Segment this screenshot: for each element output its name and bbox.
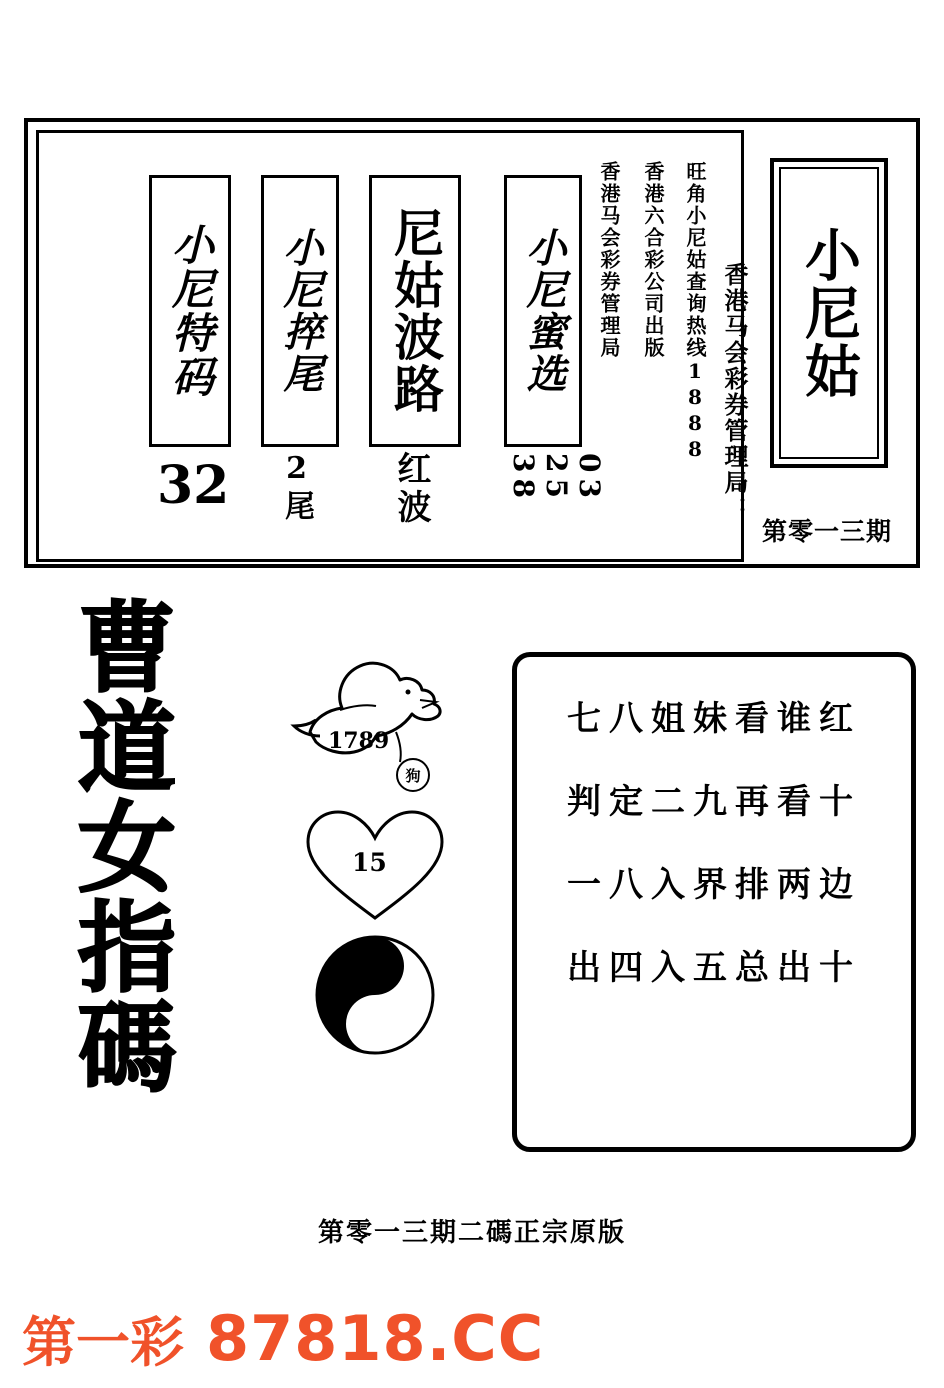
box-bo-lu-label: 尼姑波路: [386, 207, 445, 415]
big-title-char-3: 女: [77, 791, 176, 906]
heart-graphic: [280, 800, 470, 930]
box-te-ma-value: 32: [157, 455, 230, 516]
dove-number: 1789: [328, 728, 390, 754]
verse-line-4: 出四入五总出十: [567, 948, 861, 988]
footer-watermark: [22, 1300, 544, 1377]
verse-line-3: 一八入界排两边: [567, 865, 861, 905]
dove-icon: [280, 640, 470, 800]
inner-frame: [36, 130, 749, 562]
heart-number: 15: [352, 848, 387, 877]
caption-text: 第零一三期二碼正宗原版: [317, 1218, 626, 1248]
box-cui-wei: [261, 175, 339, 447]
box-te-ma: [149, 175, 231, 447]
box-mi-xuan-label: 小尼蜜选: [520, 227, 567, 395]
box-cui-wei-label: 小尼捽尾: [277, 227, 324, 395]
big-vertical-title: [52, 592, 202, 1106]
main-title-text: 小尼姑: [796, 226, 862, 400]
big-title-char-4: 指: [77, 891, 176, 1006]
big-title-char-2: 道: [77, 691, 176, 806]
column-publisher: 香港六合彩公司出版: [641, 161, 665, 359]
dove-graphic: [280, 640, 470, 800]
footer-brand: 第一彩: [22, 1311, 184, 1374]
big-title-char-1: 曹: [77, 592, 176, 706]
yinyang-graphic: [280, 930, 470, 1065]
big-title-char-5: 碼: [77, 991, 176, 1106]
verse-line-1: 七八姐妹看谁红: [567, 699, 861, 739]
box-cui-wei-value: 2尾: [279, 451, 314, 524]
verse-box: [512, 652, 916, 1152]
issue-label: 第零一三期: [761, 517, 892, 546]
box-bo-lu-value: 红波: [391, 451, 431, 527]
footer-url[interactable]: 87818.CC: [206, 1302, 545, 1375]
box-bo-lu: [369, 175, 461, 447]
main-title-box: [770, 158, 888, 468]
top-info-panel: [24, 118, 920, 568]
box-te-ma-label: 小尼特码: [166, 223, 215, 399]
main-title-inner: [779, 167, 879, 459]
authority-label: 香港马会彩券管理局：: [720, 262, 749, 522]
column-hotline: 旺角小尼姑查询热线1888: [683, 161, 707, 463]
column-authority: 香港马会彩券管理局: [597, 161, 621, 359]
icon-column: [280, 640, 470, 1065]
yinyang-number: 23: [352, 942, 387, 971]
verse-line-2: 判定二九再看十: [567, 782, 861, 822]
box-mi-xuan: [504, 175, 582, 447]
zodiac-badge: 狗: [396, 758, 430, 792]
box-mi-xuan-value: 03 25 38: [507, 453, 606, 504]
